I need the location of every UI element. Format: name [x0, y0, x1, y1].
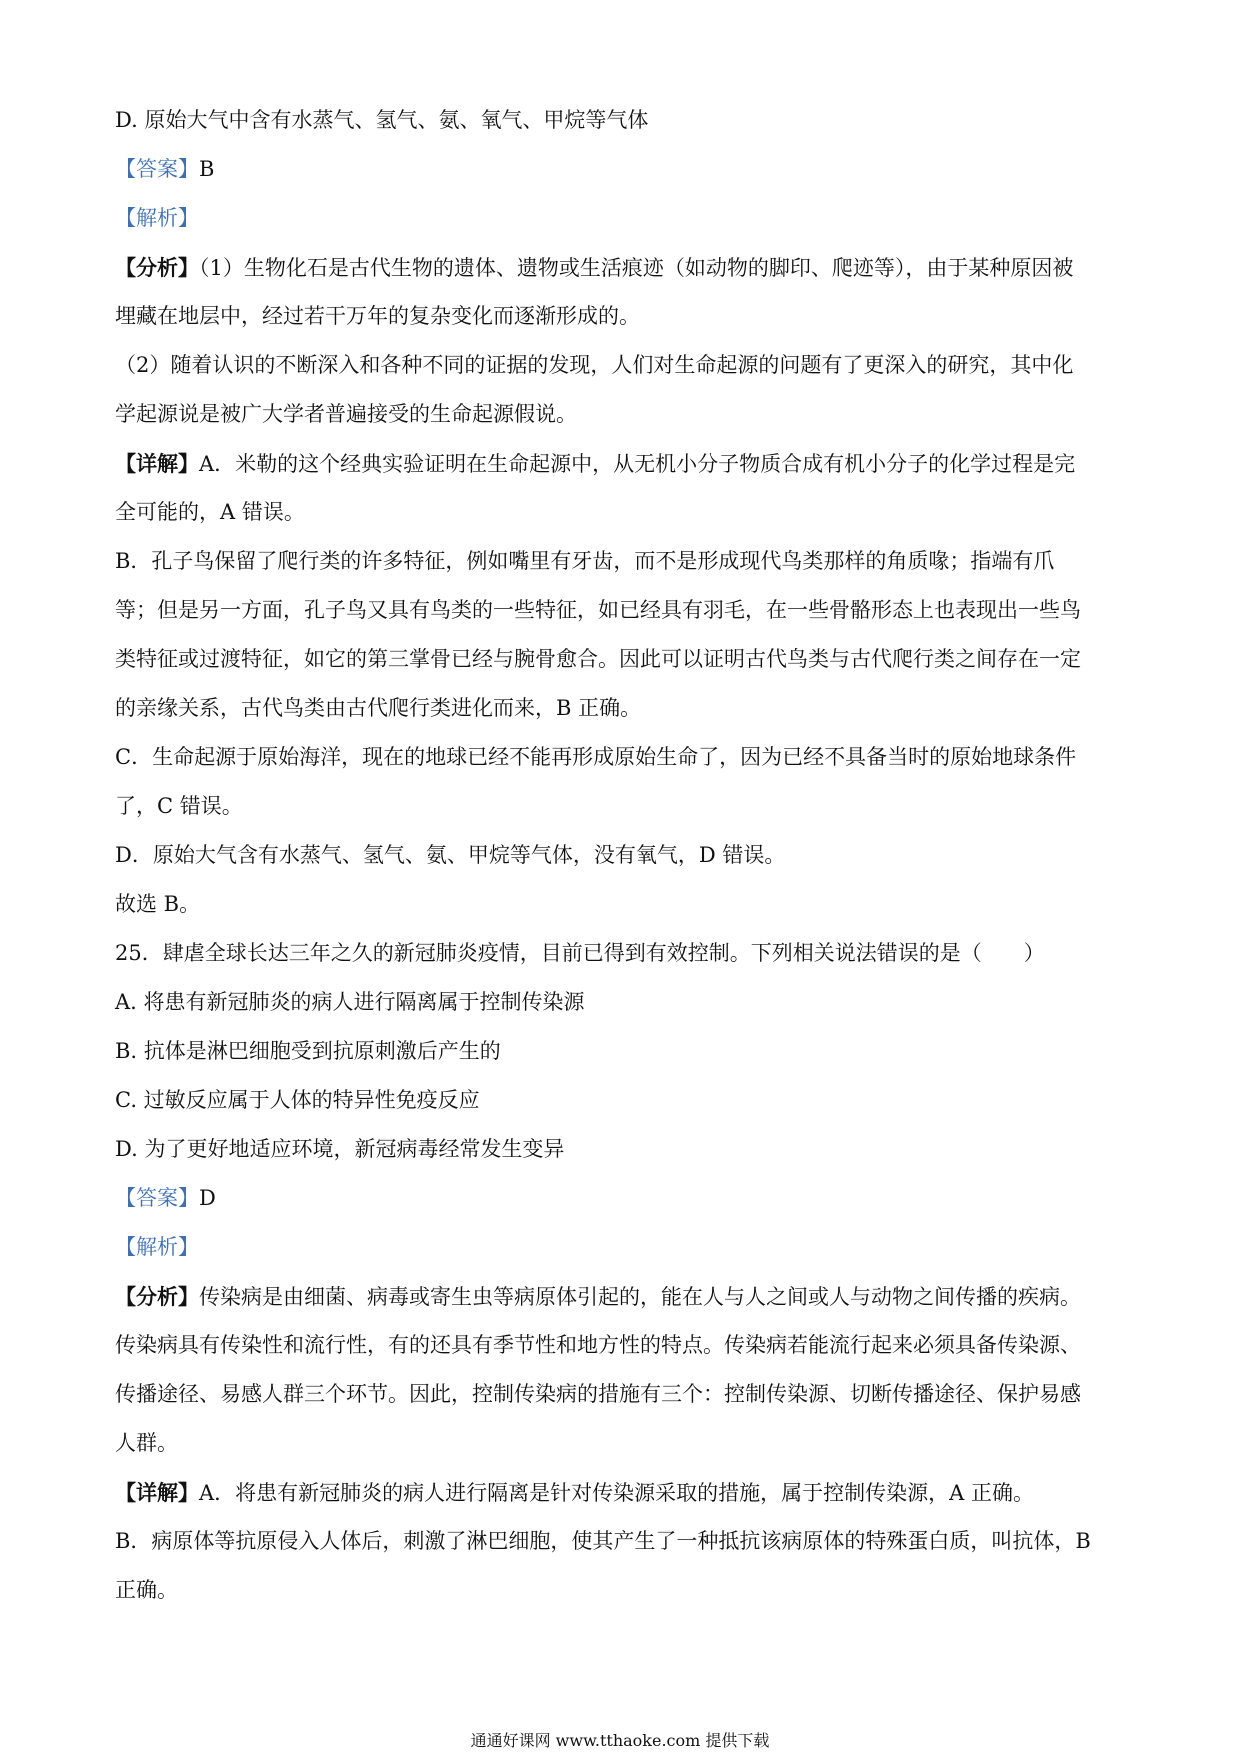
text-line [115, 782, 1135, 831]
text-line [115, 1468, 1135, 1517]
text-line [115, 978, 1135, 1027]
text-line [115, 1272, 1135, 1321]
line-text: 全可能的，A 错误。 [115, 500, 305, 524]
line-text: A．将患有新冠肺炎的病人进行隔离是针对传染源采取的措施，属于控制传染源，A 正确。 [199, 1481, 1035, 1505]
text-line [115, 1076, 1135, 1125]
text-line [115, 243, 1135, 292]
document-body [115, 96, 1135, 1615]
line-text: 学起源说是被广大学者普遍接受的生命起源假说。 [115, 402, 577, 426]
section-tag: 【答案】 [115, 157, 199, 181]
text-line [115, 1370, 1135, 1419]
text-line [115, 635, 1135, 684]
line-text: 了，C 错误。 [115, 794, 243, 818]
text-line [115, 1321, 1135, 1370]
text-line [115, 145, 1135, 194]
label-tag: 【详解】 [115, 451, 199, 476]
line-text: D．原始大气含有水蒸气、氢气、氨、甲烷等气体，没有氧气，D 错误。 [115, 843, 786, 867]
text-line [115, 537, 1135, 586]
line-text: C．生命起源于原始海洋，现在的地球已经不能再形成原始生命了，因为已经不具备当时的原始地球条件 [115, 745, 1077, 769]
text-line [115, 880, 1135, 929]
text-line [115, 1174, 1135, 1223]
section-tag: 【解析】 [115, 1235, 199, 1259]
text-line [115, 1517, 1135, 1566]
line-text: B [199, 157, 215, 181]
line-text: D [199, 1186, 216, 1210]
text-line [115, 733, 1135, 782]
line-text: 传染病是由细菌、病毒或寄生虫等病原体引起的，能在人与人之间或人与动物之间传播的疾病。 [199, 1285, 1081, 1309]
line-text: 等；但是另一方面，孔子鸟又具有鸟类的一些特征，如已经具有羽毛，在一些骨骼形态上也表现出一些鸟 [115, 598, 1081, 622]
label-tag: 【详解】 [115, 1480, 199, 1505]
line-text: 25．肆虐全球长达三年之久的新冠肺炎疫情，目前已得到有效控制。下列相关说法错误的是（ ） [115, 941, 1045, 965]
text-line [115, 586, 1135, 635]
line-text: 的亲缘关系，古代鸟类由古代爬行类进化而来，B 正确。 [115, 696, 642, 720]
text-line [115, 929, 1135, 978]
line-text: C. 过敏反应属于人体的特异性免疫反应 [115, 1088, 480, 1112]
line-text: 类特征或过渡特征，如它的第三掌骨已经与腕骨愈合。因此可以证明古代鸟类与古代爬行类之间存在一定 [115, 647, 1081, 671]
line-text: （1）生物化石是古代生物的遗体、遗物或生活痕迹（如动物的脚印、爬迹等），由于某种原因被 [199, 256, 1074, 280]
text-line [115, 684, 1135, 733]
line-text: B．病原体等抗原侵入人体后，刺激了淋巴细胞，使其产生了一种抵抗该病原体的特殊蛋白质，叫抗体，B [115, 1529, 1091, 1553]
line-text: 传播途径、易感人群三个环节。因此，控制传染病的措施有三个：控制传染源、切断传播途径、保护易感 [115, 1382, 1081, 1406]
line-text: （2）随着认识的不断深入和各种不同的证据的发现，人们对生命起源的问题有了更深入的研究，其中化 [115, 353, 1074, 377]
line-text: A．米勒的这个经典实验证明在生命起源中，从无机小分子物质合成有机小分子的化学过程是完 [199, 452, 1076, 476]
text-line [115, 831, 1135, 880]
text-line [115, 1125, 1135, 1174]
line-text: 传染病具有传染性和流行性，有的还具有季节性和地方性的特点。传染病若能流行起来必须具备传染源、 [115, 1333, 1081, 1357]
text-line [115, 194, 1135, 243]
text-line [115, 1223, 1135, 1272]
text-line [115, 488, 1135, 537]
text-line [115, 1419, 1135, 1468]
line-text: 故选 B。 [115, 892, 201, 916]
page-footer: 通通好课网 www.tthaoke.com 提供下载 [470, 1731, 770, 1750]
section-tag: 【解析】 [115, 206, 199, 230]
line-text: 埋藏在地层中，经过若干万年的复杂变化而逐渐形成的。 [115, 304, 640, 328]
line-text: B．孔子鸟保留了爬行类的许多特征，例如嘴里有牙齿，而不是形成现代鸟类那样的角质喙；指端有爪 [115, 549, 1055, 573]
line-text: D. 原始大气中含有水蒸气、氢气、氨、氧气、甲烷等气体 [115, 108, 649, 132]
text-line [115, 390, 1135, 439]
text-line [115, 1027, 1135, 1076]
line-text: 人群。 [115, 1431, 178, 1455]
label-tag: 【分析】 [115, 255, 199, 280]
text-line [115, 341, 1135, 390]
line-text: 正确。 [115, 1578, 178, 1602]
line-text: A. 将患有新冠肺炎的病人进行隔离属于控制传染源 [115, 990, 585, 1014]
line-text: B. 抗体是淋巴细胞受到抗原刺激后产生的 [115, 1039, 501, 1063]
text-line [115, 96, 1135, 145]
line-text: D. 为了更好地适应环境，新冠病毒经常发生变异 [115, 1137, 565, 1161]
text-line [115, 1566, 1135, 1615]
section-tag: 【答案】 [115, 1186, 199, 1210]
label-tag: 【分析】 [115, 1284, 199, 1309]
text-line [115, 292, 1135, 341]
text-line [115, 439, 1135, 488]
